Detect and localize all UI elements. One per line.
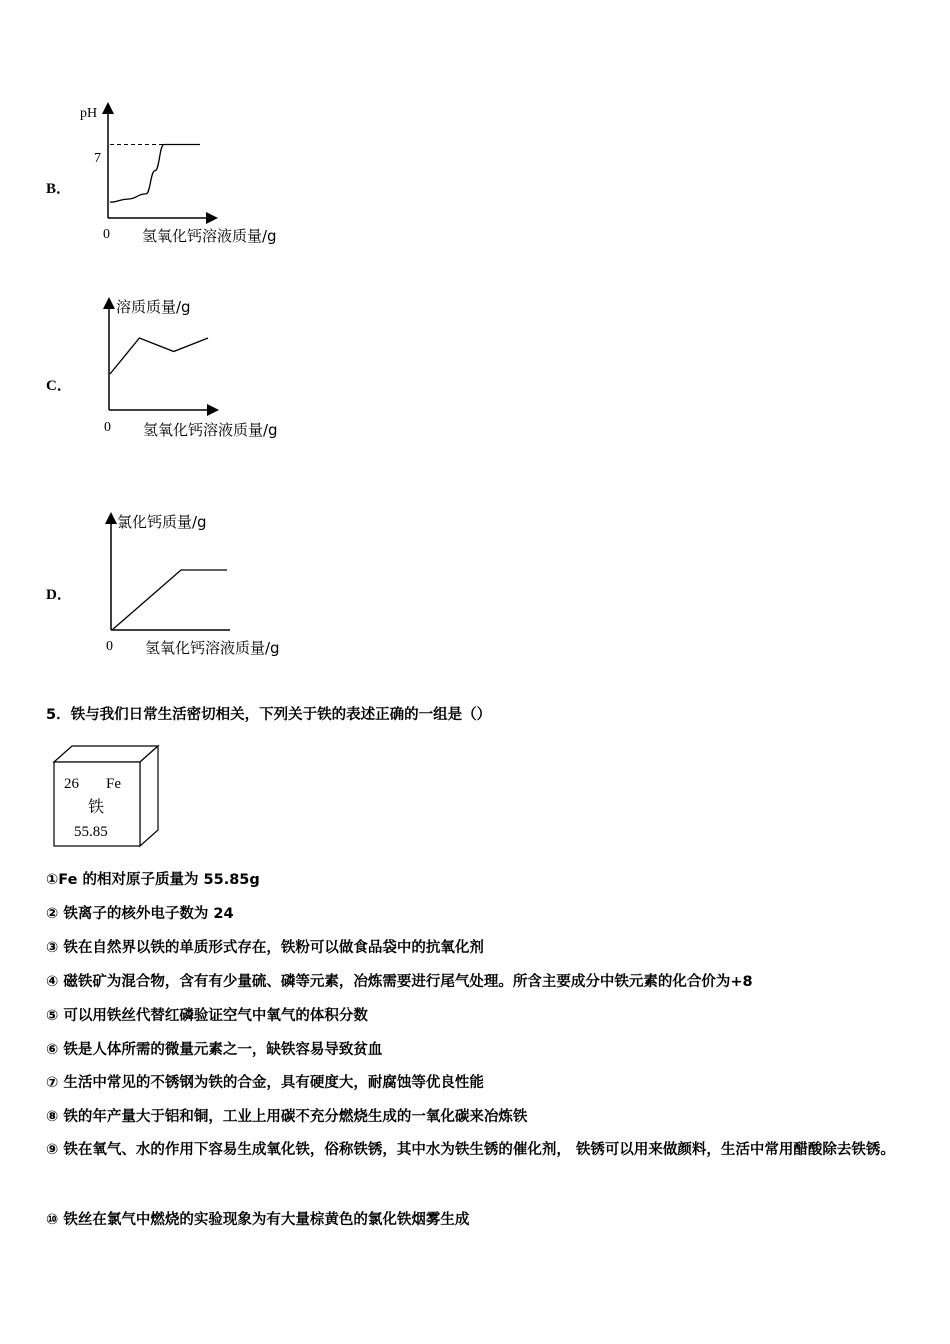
x-axis-label: 氢氧化钙溶液质量/g: [142, 227, 277, 245]
y-axis-label: 氯化钙质量/g: [117, 513, 207, 531]
statement-6: ⑥ 铁是人体所需的微量元素之一，缺铁容易导致贫血: [46, 1042, 383, 1058]
option-c-label: C．: [46, 378, 72, 394]
option-d-label: D．: [46, 587, 72, 603]
series-line: [110, 338, 208, 374]
statement-3: ③ 铁在自然界以铁的单质形式存在，铁粉可以做食品袋中的抗氧化剂: [46, 940, 484, 956]
statement-9: ⑨ 铁在氧气、水的作用下容易生成氧化铁，俗称铁锈，其中水为铁生锈的催化剂， 铁锈可以用来做颜料，生活中常用醋酸除去铁锈。: [46, 1142, 895, 1158]
statement-8: ⑧ 铁的年产量大于铝和铜，工业上用碳不充分燃烧生成的一氧化碳来冶炼铁: [46, 1109, 528, 1125]
statement-4: ④ 磁铁矿为混合物，含有有少量硫、磷等元素，冶炼需要进行尾气处理。所含主要成分中铁元素的化合价为+8: [46, 974, 753, 990]
atomic-mass: 55.85: [74, 824, 108, 840]
statement-2: ② 铁离子的核外电子数为 24: [46, 906, 234, 922]
statement-1: ①Fe 的相对原子质量为 55.85g: [46, 872, 260, 888]
y-axis-label: pH: [80, 106, 98, 121]
card-side-face: [140, 746, 158, 846]
x-axis-label: 氢氧化钙溶液质量/g: [145, 639, 280, 657]
question-5: 5．铁与我们日常生活密切相关，下列关于铁的表述正确的一组是（）: [46, 707, 492, 723]
series-line: [112, 570, 227, 630]
x-axis-label: 氢氧化钙溶液质量/g: [143, 421, 278, 439]
graph-b: [70, 95, 330, 255]
origin-label: 0: [106, 639, 113, 654]
y-axis-label: 溶质质量/g: [116, 298, 191, 316]
option-b-label: B．: [46, 181, 72, 197]
element-name: 铁: [88, 797, 105, 816]
graph-d: [70, 505, 330, 665]
statement-10: ⑩ 铁丝在氯气中燃烧的实验现象为有大量棕黄色的氯化铁烟雾生成: [46, 1212, 470, 1228]
atomic-number: 26: [64, 776, 79, 792]
series-line: [110, 145, 200, 203]
statement-5: ⑤ 可以用铁丝代替红磷验证空气中氧气的体积分数: [46, 1008, 368, 1024]
origin-label: 0: [103, 227, 110, 242]
origin-label: 0: [104, 420, 111, 435]
element-card: [52, 744, 162, 849]
statement-7: ⑦ 生活中常见的不锈钢为铁的合金，具有硬度大，耐腐蚀等优良性能: [46, 1075, 484, 1091]
element-symbol: Fe: [106, 776, 121, 792]
tick-7-label: 7: [94, 151, 101, 166]
graph-c: [70, 290, 330, 450]
